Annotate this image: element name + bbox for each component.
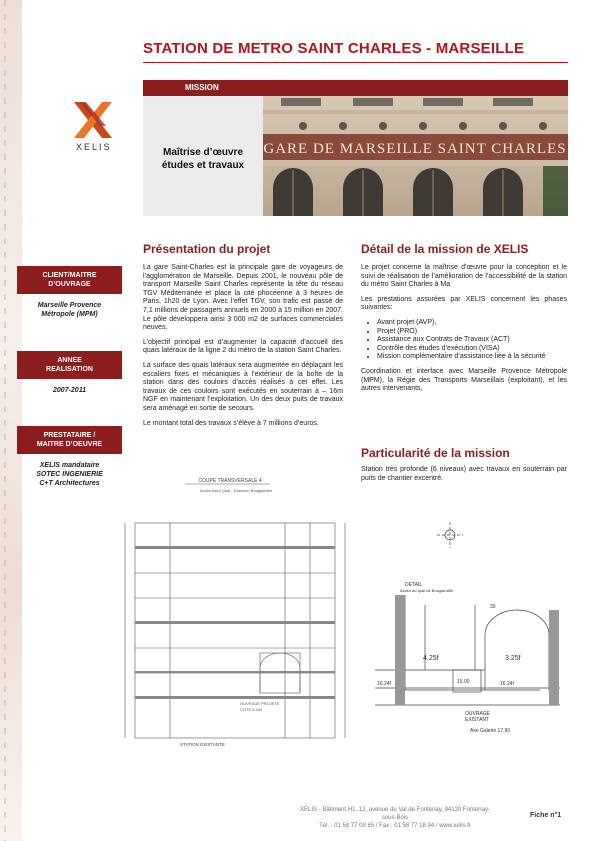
- list-item: • Mission complémentaire d’assistance liée à la sécurité: [377, 353, 567, 362]
- provider-label-box: PRESTATAIRE / MAITRE D’OEUVRE: [17, 426, 122, 454]
- title-divider: [143, 62, 568, 63]
- footer-contact: XELIS - Bâtiment H1, 12, avenue du Val de Fontenay, 94120 Fontenay-sous-Bois Tél. : 01 58 77 08 65 / Fax : 01 58 77 18 94 / www.xelis.fr: [300, 807, 490, 829]
- svg-text:3.25f: 3.25f: [505, 655, 521, 662]
- client-value: Marseille Provence Métropole (MPM): [37, 302, 102, 318]
- presentation-heading: Présentation du projet: [143, 242, 271, 256]
- mission-subtitle: Maîtrise d’œuvre études et travaux: [161, 147, 245, 171]
- mission-label: MISSION: [185, 83, 219, 92]
- detail-drawing: [365, 510, 565, 740]
- svg-text:15.00: 15.00: [457, 679, 470, 685]
- svg-text:OUVRAGE: OUVRAGE: [465, 711, 491, 717]
- page-title: STATION DE METRO SAINT CHARLES - MARSEILLE: [143, 40, 525, 57]
- list-item: • Assistance aux Contrats de Travaux (ACT): [377, 336, 567, 345]
- particularite-text: Station très profonde (6 niveaux) avec travaux en souterrain par puits de chantier excentré.: [361, 466, 567, 482]
- svg-text:EXISTANT: EXISTANT: [465, 717, 490, 723]
- particularite-heading: Particularité de la mission: [361, 446, 510, 460]
- svg-text:Accès au quai de Bougainville: Accès au quai de Bougainville: [400, 588, 454, 593]
- list-item: • Contrôle des études d’exécution (VISA): [377, 345, 567, 354]
- svg-text:4.25f: 4.25f: [423, 655, 439, 662]
- client-label-box: CLIENT/MAITRE D’OUVRAGE: [17, 266, 122, 294]
- year-value: 2007-2011: [53, 387, 86, 394]
- svg-text:30: 30: [490, 604, 496, 610]
- svg-text:Accès Nord Quai - Direction Bo: Accès Nord Quai - Direction Bougainville: [200, 488, 273, 493]
- detail-heading: Détail de la mission de XELIS: [361, 242, 529, 256]
- svg-text:COTE 6.442: COTE 6.442: [240, 707, 263, 712]
- mission-phase-list: [361, 319, 567, 362]
- photo-sign-text: GARE DE MARSEILLE SAINT CHARLES: [263, 141, 567, 157]
- detail-text: Le projet concerne la maîtrise d’œuvre pour la conception et le suivi de réalisation de l’amélioration de l’accessibilité de la station du métro Saint Charles à Ma Les prestations assurées par XELIS concernent les phases suivantes: • Avant projet (AVP), • Projet (PRO) • Assistance aux Contrats de Travaux (ACT) • Contrôle des études d’exécution (VISA) • Mission complémentaire d’assistance liée à la sécurité Coordination et interface avec Marseille Provence Métropole (MPM), la Régie des Transports Marseillais (exploitant), et les autres intervenants,: [361, 264, 567, 400]
- fiche-number: Fiche n°1: [530, 812, 562, 819]
- cross-section-drawing: [120, 478, 360, 753]
- svg-text:OUVRAGE PROJETE: OUVRAGE PROJETE: [240, 701, 280, 706]
- list-item: • Projet (PRO): [377, 328, 567, 337]
- svg-text:Axe Galerie 17.90: Axe Galerie 17.90: [470, 728, 511, 734]
- year-label-box: ANNEE REALISATION: [17, 351, 122, 379]
- logo-wordmark: XELIS: [76, 142, 112, 152]
- presentation-text: La gare Saint-Charles est la principale gare de voyageurs de l’agglomération de Marseille. Depuis 2001, le nouveau pôle de transport Marseille Saint Charles représente la tête du réseau TGV Méditerranée et place la cité phocéenne à 3 heures de Paris, 1h20 de Lyon. Avec l’effet TGV, son trafic est passé de 7,1 millions de passagers annuels en 2000 à 15 million en 2007. Le pôle développera ainsi 3 000 m2 de surfaces commerciales neuves. L’objectif principal est d’augmenter la capacité d’accueil des quais latéraux de la ligne 2 du métro de la station Saint Charles. La surface des quais latéraux sera augmentée en déplaçant les escaliers fixes et mécaniques à l’extérieur de la boîte de la station dans des couloirs d’accès réalisés à cet effet. Les travaux de ces couloirs sont exécutés en souterrain à – 16m NGF en maintenant l’exploitation. Un des deux puits de travaux sera aménagé en sortie de secours. Le montant total des travaux s’élève à 7 millions d’euros.: [143, 264, 343, 427]
- svg-text:COUPE TRANSVERSALE 4: COUPE TRANSVERSALE 4: [198, 478, 262, 484]
- svg-text:16.24f: 16.24f: [377, 681, 391, 687]
- decorative-left-border: [0, 0, 22, 841]
- provider-value: XELIS mandataire SOTEC INGENIERIE C+T Architectures: [36, 462, 103, 487]
- station-photo: [263, 96, 568, 216]
- svg-text:DETAIL: DETAIL: [405, 582, 423, 588]
- svg-text:STATION EXISTANTE: STATION EXISTANTE: [180, 742, 225, 747]
- svg-text:16.24f: 16.24f: [500, 681, 514, 687]
- list-item: • Avant projet (AVP),: [377, 319, 567, 328]
- xelis-logo-icon: [70, 100, 116, 140]
